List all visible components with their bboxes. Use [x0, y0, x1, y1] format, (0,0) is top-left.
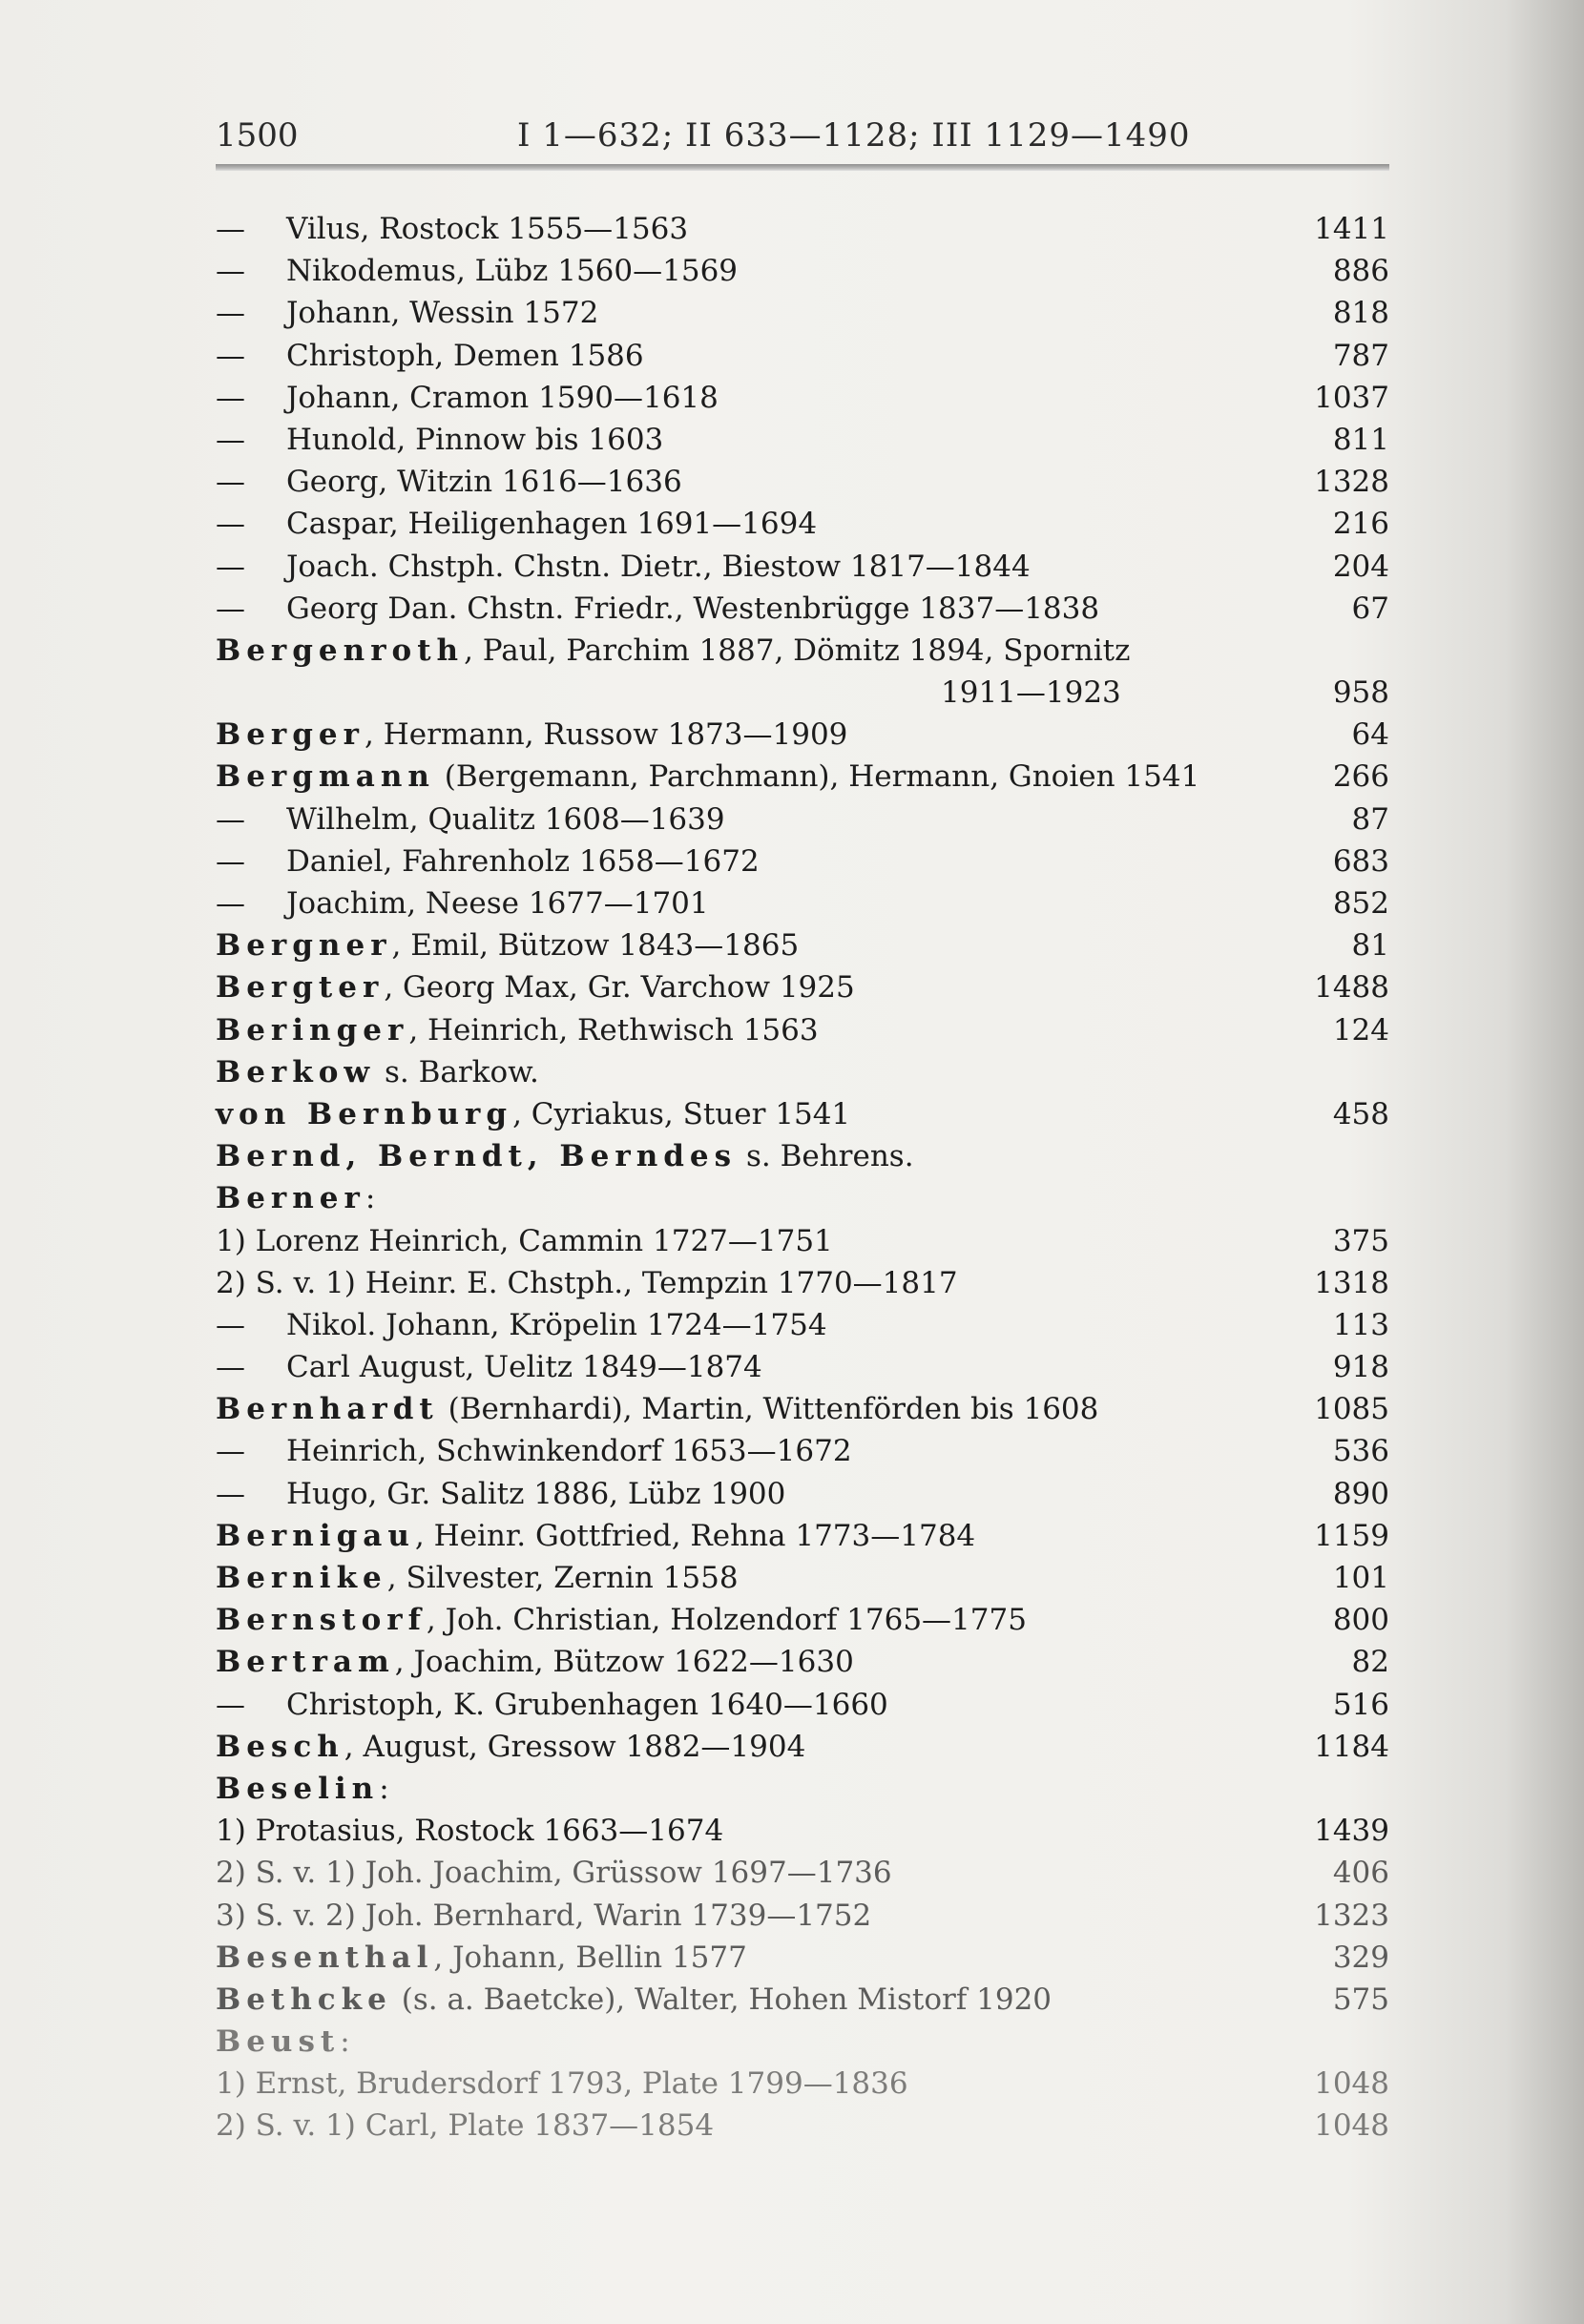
entry-text — [216, 630, 1130, 672]
register-entry — [216, 1515, 1389, 1557]
page-reference: 204 — [1332, 549, 1389, 584]
surname: Bergter — [216, 970, 385, 1006]
entry-details: Nikol. Johann, Kröpelin 1724—1754 — [286, 1307, 827, 1342]
entry-text — [286, 461, 682, 503]
register-entry — [216, 882, 1389, 924]
entry-details: (Bernhardi), Martin, Wittenförden bis 1608 — [438, 1392, 1099, 1427]
entry-text — [286, 882, 709, 924]
surname: Bergenroth — [216, 633, 465, 668]
entry-text — [216, 1515, 975, 1557]
surname: Beselin — [216, 1771, 380, 1806]
entry-text — [216, 2105, 714, 2147]
page-reference: 82 — [1351, 1645, 1389, 1680]
entry-details: Johann, Wessin 1572 — [286, 296, 599, 331]
entry-details: 1) Ernst, Brudersdorf 1793, Plate 1799—1836 — [216, 2066, 908, 2102]
entry-text — [216, 1177, 375, 1219]
page-reference: 1488 — [1314, 970, 1389, 1006]
surname: Bernburg — [307, 1096, 513, 1131]
surname: Besenthal — [216, 1940, 434, 1975]
page-reference: 575 — [1332, 1982, 1389, 2017]
entry-text — [286, 503, 817, 545]
page-reference: 113 — [1332, 1307, 1389, 1342]
ditto-dash: — — [216, 212, 245, 246]
entry-text — [286, 1430, 852, 1472]
register-entry — [216, 756, 1389, 798]
surname: Bertram — [216, 1645, 395, 1680]
register-entry — [216, 1220, 1389, 1262]
register-entry — [216, 461, 1389, 503]
surname: Bethcke — [216, 1982, 392, 2017]
surname: Bernstorf — [216, 1603, 427, 1638]
register-entry — [216, 1852, 1389, 1894]
entry-text — [216, 1051, 539, 1093]
ditto-dash: — — [216, 296, 245, 331]
entry-text — [216, 756, 1199, 798]
register-entry — [216, 799, 1389, 840]
entry-text — [216, 1641, 854, 1683]
name-prefix: von — [216, 1096, 308, 1131]
entry-details: 3) S. v. 2) Joh. Bernhard, Warin 1739—1752 — [216, 1898, 872, 1933]
entry-details: Joach. Chstph. Chstn. Dietr., Biestow 1817—1844 — [286, 549, 1031, 584]
entry-text — [216, 966, 855, 1008]
entry-details: Georg, Witzin 1616—1636 — [286, 465, 682, 500]
page-reference: 516 — [1332, 1687, 1389, 1722]
entry-details: 2) S. v. 1) Joh. Joachim, Grüssow 1697—1736 — [216, 1856, 892, 1891]
entry-details: Carl August, Uelitz 1849—1874 — [286, 1350, 762, 1385]
register-entry — [216, 1937, 1389, 1979]
page-reference: 886 — [1332, 254, 1389, 289]
entry-text — [286, 250, 738, 292]
entry-text — [286, 208, 688, 250]
page-reference: 1085 — [1314, 1392, 1389, 1427]
entry-details: , Silvester, Zernin 1558 — [386, 1561, 739, 1595]
register-entry — [216, 292, 1389, 334]
register-entry — [216, 208, 1389, 250]
register-entry — [216, 1557, 1389, 1599]
page-reference: 67 — [1351, 591, 1389, 626]
register-entry — [216, 1262, 1389, 1304]
page-reference: 1184 — [1314, 1729, 1389, 1764]
page-reference: 1048 — [1314, 2066, 1389, 2102]
entry-text — [216, 1599, 1027, 1641]
entry-details: , Emil, Bützow 1843—1865 — [391, 928, 800, 964]
entry-details: Hugo, Gr. Salitz 1886, Lübz 1900 — [286, 1476, 786, 1511]
page-reference: 890 — [1332, 1476, 1389, 1511]
register-entry — [216, 966, 1389, 1008]
ditto-dash: — — [216, 1350, 245, 1385]
register-entry — [216, 1768, 1389, 1810]
entry-text — [286, 546, 1031, 588]
surname: Berkow — [216, 1054, 376, 1089]
page-reference: 536 — [1332, 1434, 1389, 1469]
register-entry — [216, 1684, 1389, 1726]
entry-details: Wilhelm, Qualitz 1608—1639 — [286, 801, 725, 837]
register-entry — [216, 503, 1389, 545]
register-entry — [216, 1599, 1389, 1641]
surname: Berner — [216, 1181, 365, 1216]
register-entry — [216, 1641, 1389, 1683]
entry-details: Daniel, Fahrenholz 1658—1672 — [286, 843, 760, 879]
entry-details: 1911—1923 — [941, 675, 1121, 711]
entry-details: Christoph, K. Grubenhagen 1640—1660 — [286, 1687, 888, 1722]
entry-details: Christoph, Demen 1586 — [286, 338, 644, 373]
entry-text — [216, 1768, 389, 1810]
entry-details: , Heinr. Gottfried, Rehna 1773—1784 — [414, 1518, 976, 1553]
page-reference: 375 — [1332, 1223, 1389, 1258]
page-reference: 101 — [1332, 1561, 1389, 1595]
volume-range: I 1—632; II 633—1128; III 1129—1490 — [517, 116, 1191, 155]
page-reference: 1318 — [1314, 1265, 1389, 1300]
register-entry — [216, 1895, 1389, 1937]
ditto-dash: — — [216, 465, 245, 500]
register-entry — [216, 419, 1389, 461]
page-reference: 124 — [1332, 1012, 1389, 1048]
entry-details: Vilus, Rostock 1555—1563 — [286, 212, 689, 246]
entry-text — [286, 1346, 762, 1388]
entry-details: , Paul, Parchim 1887, Dömitz 1894, Spornitz — [464, 633, 1131, 668]
entry-text — [216, 1895, 871, 1937]
entry-details: , Johann, Bellin 1577 — [433, 1940, 747, 1975]
register-entry — [216, 840, 1389, 882]
surname: Berger — [216, 717, 365, 753]
register-entry — [216, 1810, 1389, 1852]
entry-details: : — [365, 1181, 376, 1216]
entry-text — [216, 1009, 819, 1051]
ditto-dash: — — [216, 801, 245, 837]
register-entry — [216, 672, 1389, 714]
entry-details: s. Behrens. — [737, 1139, 914, 1174]
entry-details: Georg Dan. Chstn. Friedr., Westenbrügge 1837—1838 — [286, 591, 1100, 626]
entry-text — [286, 588, 1099, 630]
register-entry — [216, 1093, 1389, 1135]
ditto-dash: — — [216, 1434, 245, 1469]
register-entry — [216, 546, 1389, 588]
surname: Bernd, Berndt, Berndes — [216, 1139, 738, 1174]
entry-details: s. Barkow. — [375, 1054, 539, 1089]
page-reference: 918 — [1332, 1350, 1389, 1385]
surname: Bernike — [216, 1561, 387, 1595]
entry-text — [216, 1135, 914, 1177]
register-entry — [216, 335, 1389, 377]
page-reference: 1439 — [1314, 1814, 1389, 1849]
ditto-dash: — — [216, 549, 245, 584]
entry-details: 2) S. v. 1) Heinr. E. Chstph., Tempzin 1770—1817 — [216, 1265, 958, 1300]
ditto-dash: — — [216, 254, 245, 289]
surname: Bernigau — [216, 1518, 415, 1553]
register-entry — [216, 1304, 1389, 1346]
register-entry — [216, 1135, 1389, 1177]
entry-text — [216, 1093, 850, 1135]
register-entry — [216, 630, 1389, 672]
page-reference: 787 — [1332, 338, 1389, 373]
surname: Beringer — [216, 1012, 409, 1048]
page-reference: 329 — [1332, 1940, 1389, 1975]
register-entry — [216, 1051, 1389, 1093]
register-entry — [216, 2021, 1389, 2063]
ditto-dash: — — [216, 1476, 245, 1511]
surname: Bergner — [216, 928, 392, 964]
entry-details: Johann, Cramon 1590—1618 — [286, 380, 719, 415]
entry-text — [286, 335, 644, 377]
page-reference: 811 — [1332, 422, 1389, 457]
register-entry — [216, 714, 1389, 756]
page-reference: 266 — [1332, 759, 1389, 795]
entry-text — [286, 1473, 785, 1515]
entry-details: , Heinrich, Rethwisch 1563 — [408, 1012, 819, 1048]
entry-text — [286, 1684, 888, 1726]
register-entry — [216, 250, 1389, 292]
entry-text — [286, 377, 719, 419]
page-header — [216, 116, 1389, 158]
entry-details: Heinrich, Schwinkendorf 1653—1672 — [286, 1434, 852, 1469]
register-entry — [216, 1979, 1389, 2021]
register-entry — [216, 377, 1389, 419]
page-reference: 818 — [1332, 296, 1389, 331]
entry-details: , Joachim, Bützow 1622—1630 — [394, 1645, 854, 1680]
entry-details: 1) Lorenz Heinrich, Cammin 1727—1751 — [216, 1223, 833, 1258]
entry-details: , Joh. Christian, Holzendorf 1765—1775 — [426, 1603, 1027, 1638]
entry-text — [286, 840, 760, 882]
entry-text — [216, 1388, 1098, 1430]
entry-text — [286, 799, 725, 840]
entry-text — [216, 924, 799, 966]
entry-details: , Hermann, Russow 1873—1909 — [365, 717, 848, 753]
page-reference: 216 — [1332, 507, 1389, 542]
page-reference: 800 — [1332, 1603, 1389, 1638]
ditto-dash: — — [216, 591, 245, 626]
ditto-dash: — — [216, 1687, 245, 1722]
register-entry — [216, 588, 1389, 630]
entry-text — [216, 1726, 805, 1768]
ditto-dash: — — [216, 1307, 245, 1342]
entry-text — [216, 2063, 908, 2105]
entry-details: (s. a. Baetcke), Walter, Hohen Mistorf 1920 — [391, 1982, 1053, 2017]
entry-text — [216, 1220, 833, 1262]
entry-details: : — [379, 1771, 389, 1806]
entry-text — [216, 1979, 1052, 2021]
entry-text — [216, 1852, 892, 1894]
register-entry — [216, 1346, 1389, 1388]
page-number: 1500 — [216, 116, 299, 155]
page-reference: 1411 — [1314, 212, 1389, 246]
surname: Besch — [216, 1729, 344, 1764]
page-reference: 1323 — [1314, 1898, 1389, 1933]
page-reference: 958 — [1332, 675, 1389, 711]
page-reference: 1159 — [1314, 1518, 1389, 1553]
entry-details: 1) Protasius, Rostock 1663—1674 — [216, 1814, 724, 1849]
entry-text — [286, 1304, 827, 1346]
register-entry — [216, 1009, 1389, 1051]
surname: Bergmann — [216, 759, 435, 795]
register-entry — [216, 2063, 1389, 2105]
entry-details: Joachim, Neese 1677—1701 — [286, 886, 709, 921]
entry-details: Nikodemus, Lübz 1560—1569 — [286, 254, 739, 289]
register-entry — [216, 1388, 1389, 1430]
entry-details: , August, Gressow 1882—1904 — [344, 1729, 806, 1764]
entry-details: Hunold, Pinnow bis 1603 — [286, 422, 664, 457]
entry-text — [216, 1262, 958, 1304]
entry-details: , Cyriakus, Stuer 1541 — [512, 1096, 851, 1131]
entry-text — [216, 714, 847, 756]
register-entry — [216, 2105, 1389, 2147]
ditto-dash: — — [216, 380, 245, 415]
entry-text — [216, 1557, 739, 1599]
ditto-dash: — — [216, 843, 245, 879]
page-reference: 1048 — [1314, 2108, 1389, 2144]
page-reference: 406 — [1332, 1856, 1389, 1891]
ditto-dash: — — [216, 507, 245, 542]
register-entry — [216, 924, 1389, 966]
entry-details: 2) S. v. 1) Carl, Plate 1837—1854 — [216, 2108, 715, 2144]
entry-details: , Georg Max, Gr. Varchow 1925 — [384, 970, 855, 1006]
page-reference: 1037 — [1314, 380, 1389, 415]
ditto-dash: — — [216, 422, 245, 457]
entry-text — [216, 1937, 747, 1979]
page-reference: 1328 — [1314, 465, 1389, 500]
entry-text — [216, 2021, 350, 2063]
register-entry — [216, 1430, 1389, 1472]
surname: Bernhardt — [216, 1392, 439, 1427]
entry-text — [286, 292, 598, 334]
header-rule — [216, 164, 1389, 171]
register-entry — [216, 1726, 1389, 1768]
page-reference: 81 — [1351, 928, 1389, 964]
entry-details: Caspar, Heiligenhagen 1691—1694 — [286, 507, 818, 542]
entry-text — [216, 1810, 723, 1852]
page-reference: 64 — [1351, 717, 1389, 753]
page-reference: 87 — [1351, 801, 1389, 837]
page-reference: 683 — [1332, 843, 1389, 879]
register-entry — [216, 1177, 1389, 1219]
entry-details: : — [340, 2024, 350, 2060]
ditto-dash: — — [216, 886, 245, 921]
entry-text — [286, 419, 663, 461]
ditto-dash: — — [216, 338, 245, 373]
entry-text — [941, 672, 1121, 714]
page-reference: 852 — [1332, 886, 1389, 921]
entry-details: (Bergemann, Parchmann), Hermann, Gnoien 1541 — [434, 759, 1200, 795]
register-list — [216, 208, 1389, 2148]
surname: Beust — [216, 2024, 341, 2060]
page-reference: 458 — [1332, 1096, 1389, 1131]
register-entry — [216, 1473, 1389, 1515]
